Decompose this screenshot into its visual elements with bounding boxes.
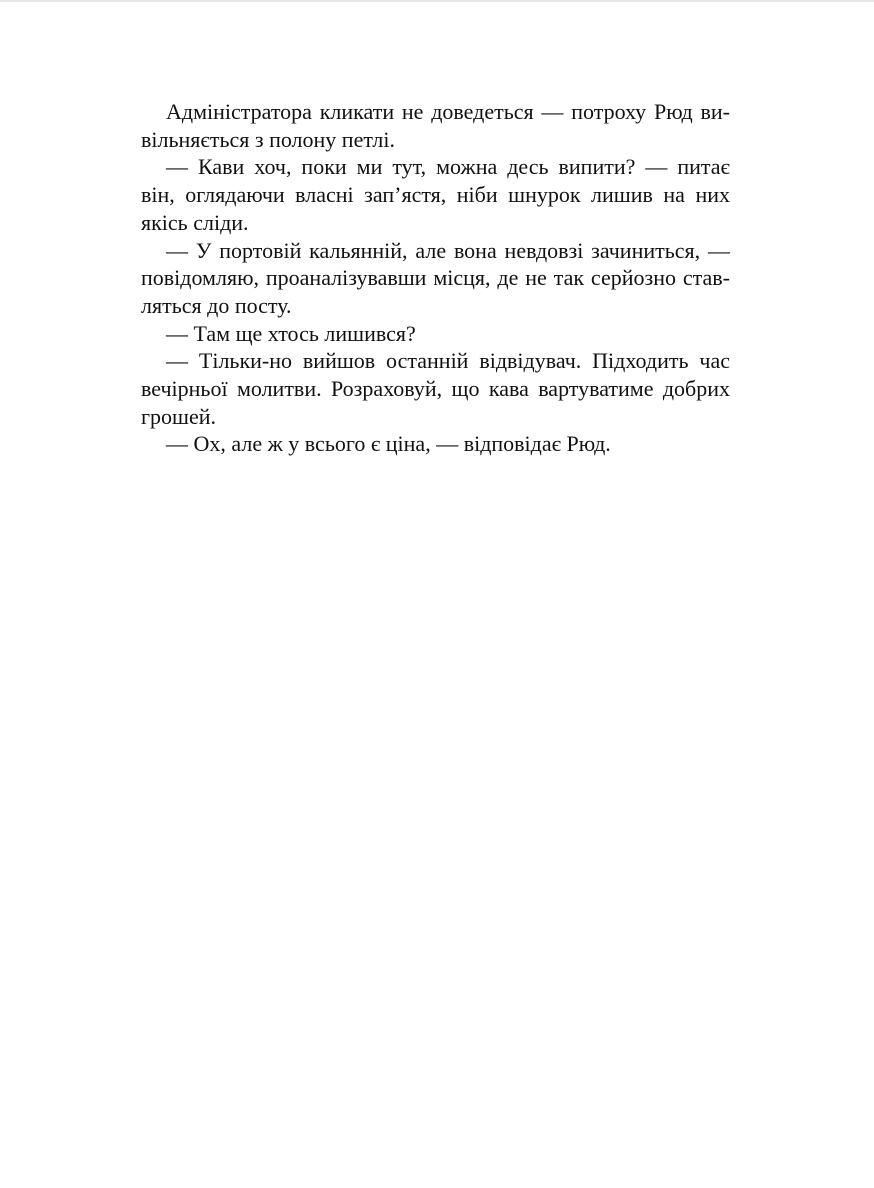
top-divider — [0, 0, 874, 2]
text-line: грошей. — [141, 403, 217, 429]
text-line: вечірньої молитви. Розраховуй, що кава вартуватиме добрих — [141, 376, 730, 402]
paragraph — [141, 430, 730, 458]
text-line: повідомляю, проаналізувавши місця, де не так серйозно став- — [141, 265, 730, 291]
text-line: він, оглядаючи власні зап’ястя, ніби шнурок лишив на них — [141, 182, 730, 208]
text-line: — Кави хоч, поки ми тут, можна десь випити? — питає — [166, 154, 730, 180]
text-line: якісь сліди. — [141, 209, 249, 235]
text-line: вільняється з полону петлі. — [141, 126, 395, 152]
text-line: — У портовій кальянній, але вона невдовзі зачиниться, — — [166, 237, 730, 263]
paragraph — [141, 237, 730, 320]
text-line: — Тільки-но вийшов останній відвідувач. Підходить час — [166, 348, 730, 374]
text-line: — Там ще хтось лишився? — [166, 320, 416, 346]
text-line: ляться до посту. — [141, 292, 292, 318]
text-line: Адміністратора кликати не доведеться — потроху Рюд ви- — [166, 99, 730, 124]
paragraph — [141, 320, 730, 348]
paragraph — [141, 347, 730, 430]
paragraph — [141, 153, 730, 236]
text-line: — Ох, але ж у всього є ціна, — відповідає Рюд. — [166, 431, 611, 457]
page-body — [141, 98, 730, 458]
paragraph — [141, 98, 730, 153]
